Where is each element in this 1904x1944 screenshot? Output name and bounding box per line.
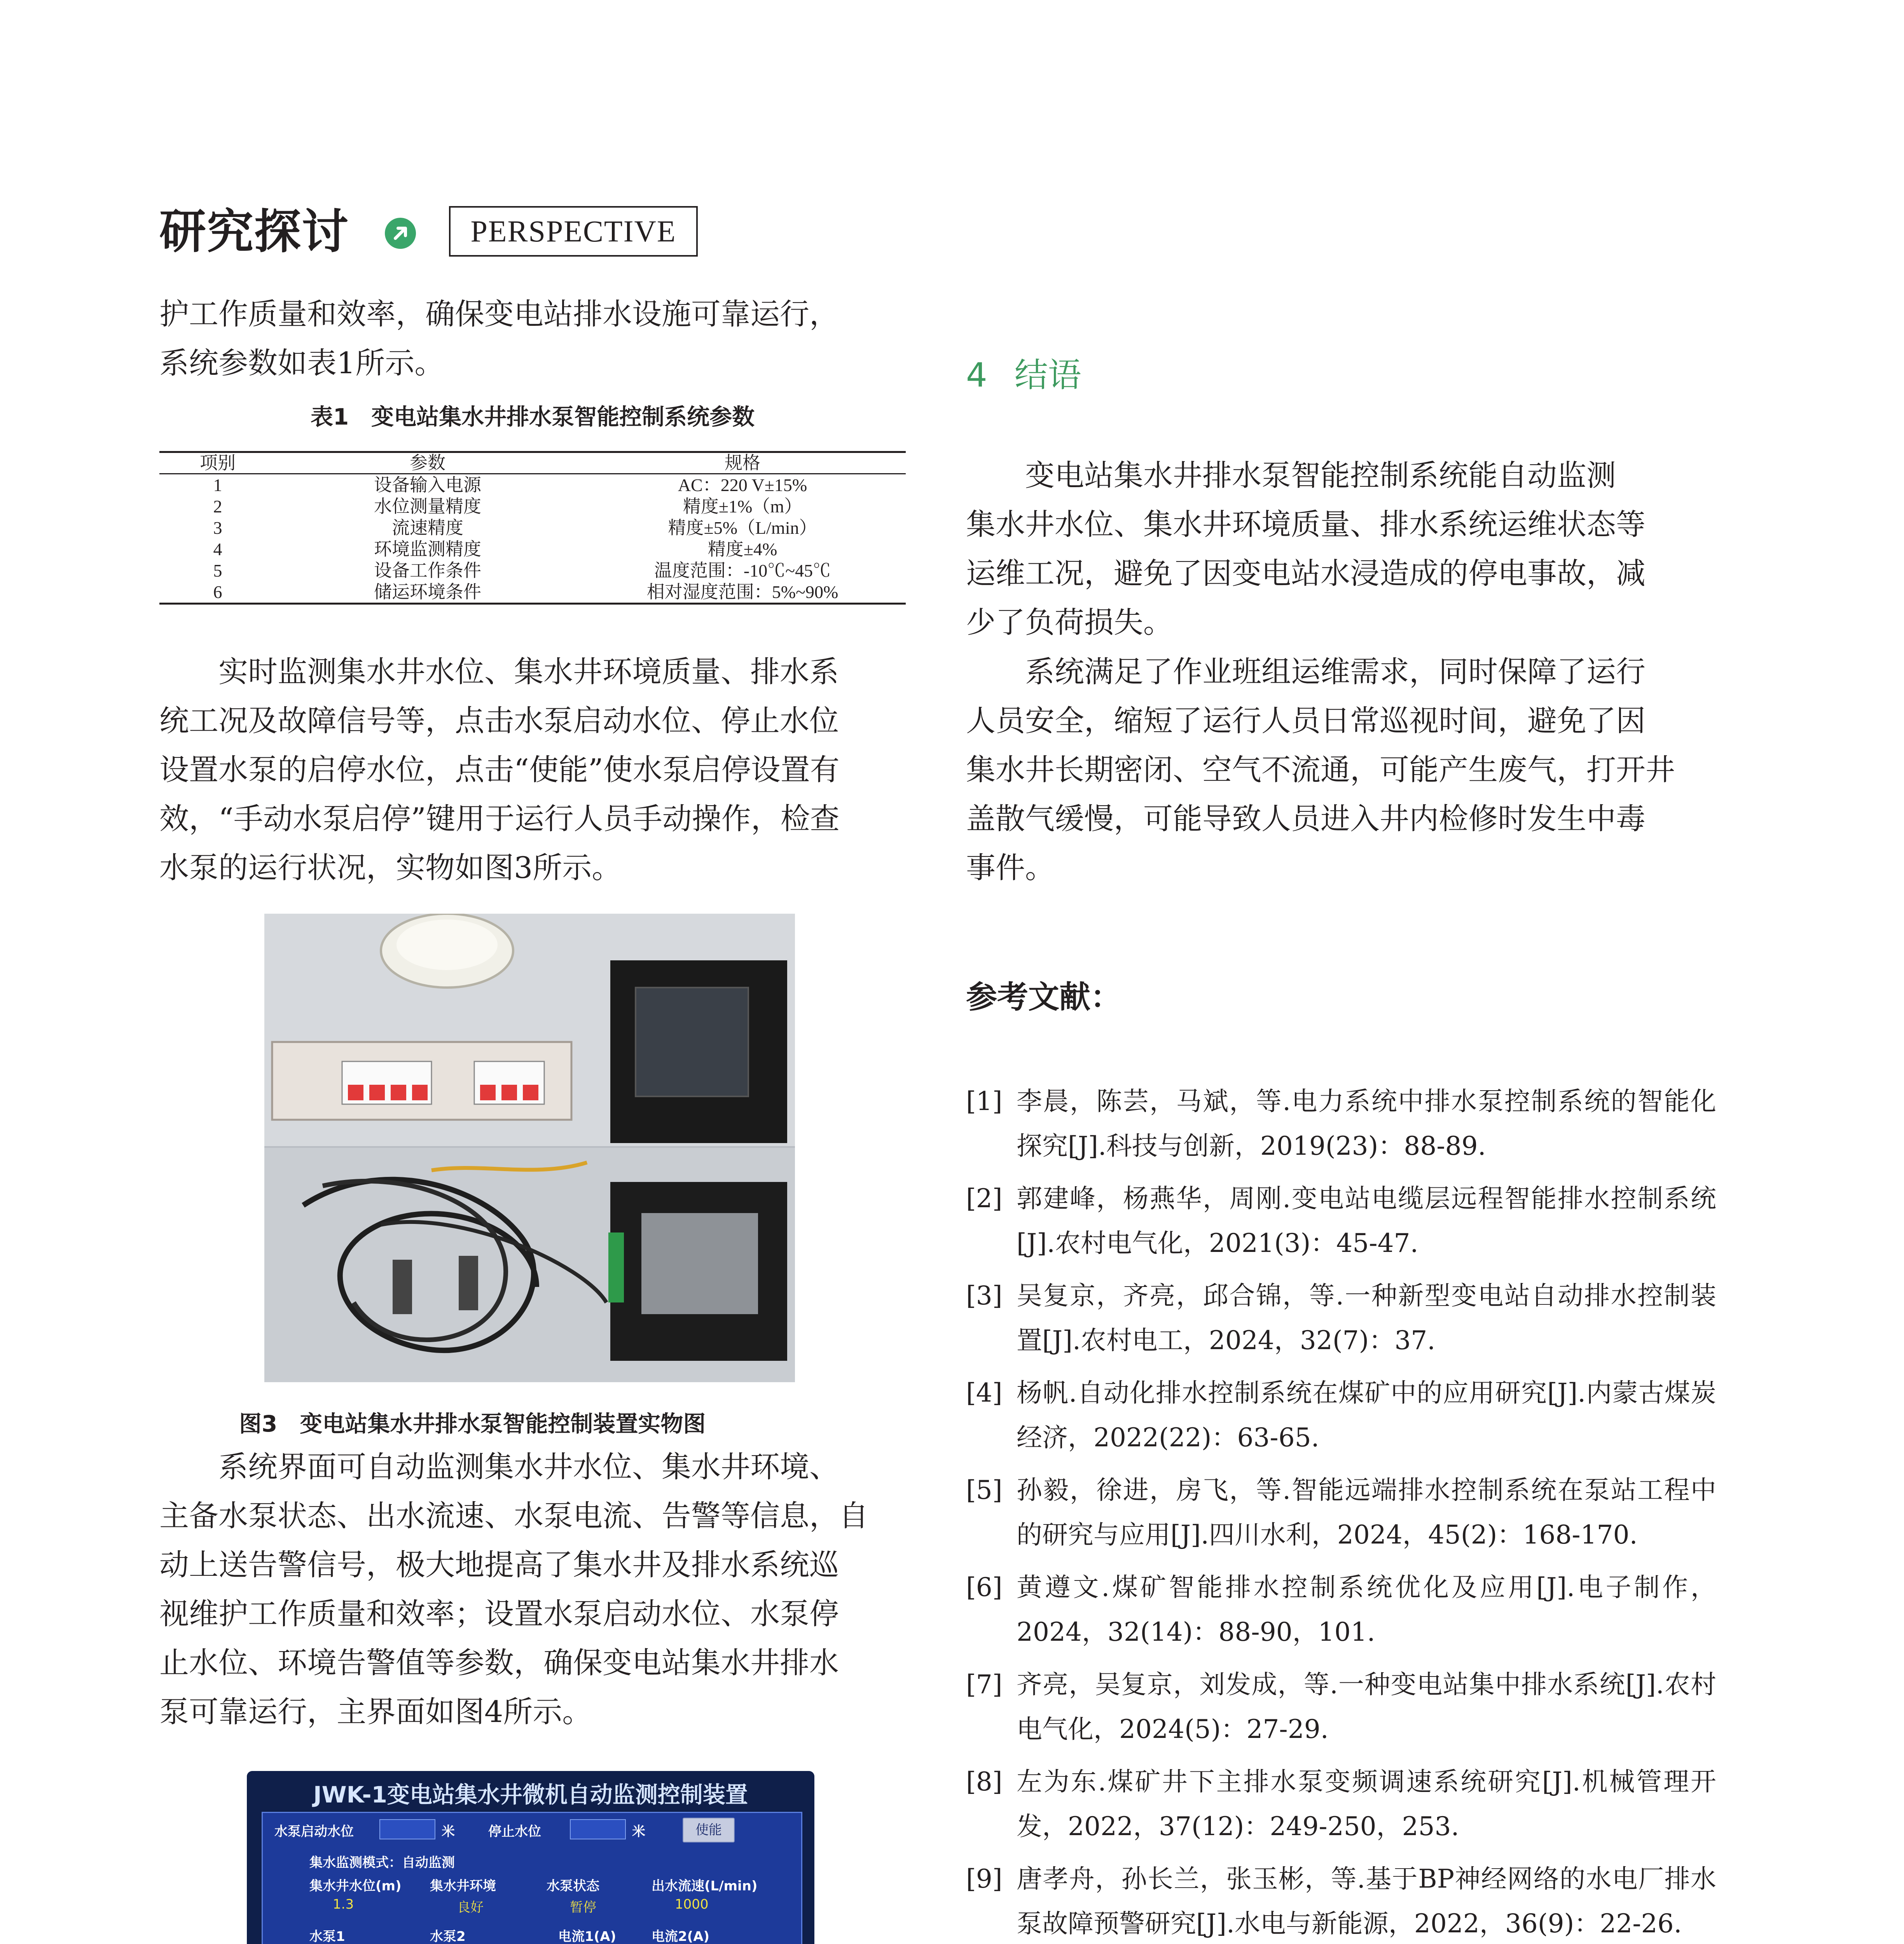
intro-paragraph: [159, 290, 906, 388]
reference-text: 唐孝舟，孙长兰，张玉彬，等.基于BP神经网络的水电厂排水泵故障预警研究[J].水电与新能源，2022，36(9)：22-26.: [1017, 1864, 1716, 1939]
arrow-circle-icon: [385, 218, 416, 249]
text-line: 统工况及故障信号等，点击水泵启动水位、停止水位: [159, 703, 839, 738]
text-line: 系统满足了作业班组运维需求，同时保障了运行: [1025, 654, 1645, 689]
table-cell: AC：220 V±15%: [678, 475, 807, 495]
conclusion-paragraph-2: [966, 647, 1716, 892]
table-row: [159, 560, 906, 581]
table-cell: 环境监测精度: [374, 539, 481, 559]
table-cell: 储运环境条件: [276, 581, 579, 604]
reference-text: 左为东.煤矿井下主排水泵变频调速系统研究[J].机械管理开发，2022，37(12)：249-250，253.: [1017, 1767, 1716, 1841]
reference-text: 黄遵文.煤矿智能排水控制系统优化及应用[J].电子制作，2024，32(14)：88-90，101.: [1017, 1572, 1716, 1647]
stop-level-input[interactable]: [570, 1819, 626, 1839]
reference-item: [966, 1176, 1716, 1266]
reference-text: 吴复京，齐亮，邱合锦，等.一种新型变电站自动排水控制装置[J].农村电工，2024，32(7)：37.: [1017, 1281, 1716, 1355]
text-line: 效，“手动水泵启停”键用于运行人员手动操作，检查: [159, 801, 840, 836]
reference-number: [4]: [966, 1378, 1003, 1408]
monitor-mode: 集水监测模式：自动监测: [309, 1855, 455, 1871]
text-line: 视维护工作质量和效率；设置水泵启动水位、水泵停: [159, 1596, 839, 1631]
status-label: 水泵1: [309, 1929, 345, 1944]
text-line: 设置水泵的启停水位，点击“使能”使水泵启停设置有: [159, 752, 840, 787]
text-line: 实时监测集水井水位、集水井环境质量、排水系: [218, 654, 839, 689]
text-line: 变电站集水井排水泵智能控制系统能自动监测: [1025, 458, 1616, 493]
section-number: 4: [966, 356, 987, 395]
text-line: 集水井水位、集水井环境质量、排水系统运维状态等: [966, 507, 1645, 542]
status-value: 1000: [675, 1897, 709, 1912]
table-cell: 3: [213, 518, 222, 538]
reference-item: [966, 1273, 1716, 1363]
unit-label: 米: [442, 1824, 455, 1839]
text-line: 事件。: [966, 850, 1055, 885]
table-header-row: [159, 452, 906, 474]
table-row: [159, 496, 906, 517]
status-label: 水泵2: [430, 1929, 466, 1944]
table-cell: 精度±1%（m）: [683, 496, 802, 516]
section-heading-text: 结语: [1014, 356, 1081, 395]
table-cell: 水位测量精度: [374, 496, 481, 516]
text-line: 人员安全，缩短了运行人员日常巡视时间，避免了因: [966, 703, 1645, 738]
unit-label: 米: [632, 1824, 645, 1839]
status-label: 集水井水位(m): [309, 1878, 402, 1894]
status-value: 良好: [457, 1900, 484, 1915]
screen-body: [262, 1812, 802, 1944]
conclusion-paragraph-1: [966, 451, 1716, 647]
reference-item: [966, 1857, 1716, 1944]
reference-number: [3]: [966, 1281, 1003, 1311]
status-value: 1.3: [333, 1897, 354, 1912]
table-cell: 6: [159, 581, 276, 604]
reference-item: [966, 1079, 1716, 1168]
reference-item: [966, 1662, 1716, 1752]
reference-text: 杨帆.自动化排水控制系统在煤矿中的应用研究[J].内蒙古煤炭经济，2022(22)：63-65.: [1017, 1378, 1716, 1453]
reference-item: [966, 1565, 1716, 1654]
table-header: 项别: [159, 452, 276, 474]
screen-title: JWK-1变电站集水井微机自动监测控制装置: [313, 1781, 748, 1808]
reference-text: 孙毅，徐进，房飞，等.智能远端排水控制系统在泵站工程中的研究与应用[J].四川水利，2024，45(2)：168-170.: [1017, 1475, 1716, 1550]
table-row: [159, 517, 906, 538]
table-cell: 精度±4%: [707, 539, 777, 559]
start-level-label: 水泵启动水位: [274, 1824, 354, 1839]
table-cell: 2: [213, 496, 222, 516]
reference-item: [966, 1468, 1716, 1557]
status-label: 水泵状态: [547, 1878, 599, 1894]
text-line: 护工作质量和效率，确保变电站排水设施可靠运行，: [159, 297, 839, 331]
reference-item: [966, 1759, 1716, 1849]
text-line: 泵可靠运行，主界面如图4所示。: [159, 1694, 592, 1729]
table-cell: 5: [213, 561, 222, 580]
reference-number: [9]: [966, 1864, 1003, 1894]
table-row: [159, 581, 906, 604]
table-cell: 4: [213, 539, 222, 559]
control-screen: [247, 1771, 814, 1944]
reference-list: [966, 1079, 1716, 1944]
reference-item: [966, 1371, 1716, 1460]
start-level-input[interactable]: [379, 1819, 435, 1839]
reference-text: 齐亮，吴复京，刘发成，等.一种变电站集中排水系统[J].农村电气化，2024(5)：27-29.: [1017, 1670, 1716, 1744]
status-label: 集水井环境: [430, 1878, 496, 1894]
body-paragraph-2: [159, 1442, 906, 1736]
spec-table: [159, 451, 906, 605]
body-paragraph-1: [159, 647, 906, 892]
text-line: 止水位、环境告警值等参数，确保变电站集水井排水: [159, 1645, 839, 1680]
status-label: 电流2(A): [652, 1929, 710, 1944]
device-photo: [264, 914, 795, 1382]
reference-text: 郭建峰，杨燕华，周刚.变电站电缆层远程智能排水控制系统[J].农村电气化，2021(3)：45-47.: [1017, 1184, 1716, 1258]
text-line: 动上送告警信号，极大地提高了集水井及排水系统巡: [159, 1547, 839, 1582]
enable-button[interactable]: 使能: [683, 1818, 735, 1843]
reference-number: [6]: [966, 1572, 1003, 1602]
reference-text: 李晨，陈芸，马斌，等.电力系统中排水泵控制系统的智能化探究[J].科技与创新，2019(23)：88-89.: [1017, 1086, 1716, 1161]
section-title: 研究探讨: [159, 205, 349, 259]
reference-number: [8]: [966, 1767, 1003, 1797]
conclusion-heading: [966, 348, 1081, 396]
table-cell: 相对湿度范围：5%~90%: [579, 581, 906, 604]
reference-number: [5]: [966, 1475, 1003, 1505]
references-heading: 参考文献：: [966, 979, 1121, 1015]
table-cell: 温度范围：-10℃~45℃: [654, 561, 831, 580]
reference-number: [7]: [966, 1670, 1003, 1699]
reference-number: [2]: [966, 1184, 1003, 1213]
table-cell: 1: [213, 475, 222, 495]
section-label-en: PERSPECTIVE: [449, 206, 698, 257]
table-caption: 表1 变电站集水井排水泵智能控制系统参数: [310, 404, 755, 430]
text-line: 盖散气缓慢，可能导致人员进入井内检修时发生中毒: [966, 801, 1645, 836]
table-header: 规格: [579, 452, 906, 474]
status-value: 暂停: [570, 1900, 596, 1915]
table-cell: 流速精度: [392, 518, 463, 538]
reference-number: [1]: [966, 1086, 1003, 1116]
table-row: [159, 474, 906, 496]
table-header: 参数: [276, 452, 579, 474]
status-label: 出水流速(L/min): [652, 1878, 758, 1894]
table-cell: 精度±5%（L/min）: [668, 518, 817, 538]
figure-3-caption: 图3 变电站集水井排水泵智能控制装置实物图: [239, 1411, 706, 1437]
text-line: 主备水泵状态、出水流速、水泵电流、告警等信息，自: [159, 1498, 868, 1533]
text-line: 系统参数如表1所示。: [159, 346, 444, 380]
stop-level-label: 停止水位: [488, 1824, 541, 1839]
text-line: 少了负荷损失。: [966, 605, 1173, 640]
text-line: 水泵的运行状况，实物如图3所示。: [159, 850, 622, 885]
text-line: 集水井长期密闭、空气不流通，可能产生废气，打开井: [966, 752, 1675, 787]
table-row: [159, 538, 906, 560]
text-line: 系统界面可自动监测集水井水位、集水井环境、: [218, 1449, 839, 1484]
text-line: 运维工况，避免了因变电站水浸造成的停电事故，减: [966, 556, 1645, 591]
table-cell: 设备输入电源: [374, 475, 481, 495]
table-cell: 设备工作条件: [374, 561, 481, 580]
status-label: 电流1(A): [558, 1929, 617, 1944]
